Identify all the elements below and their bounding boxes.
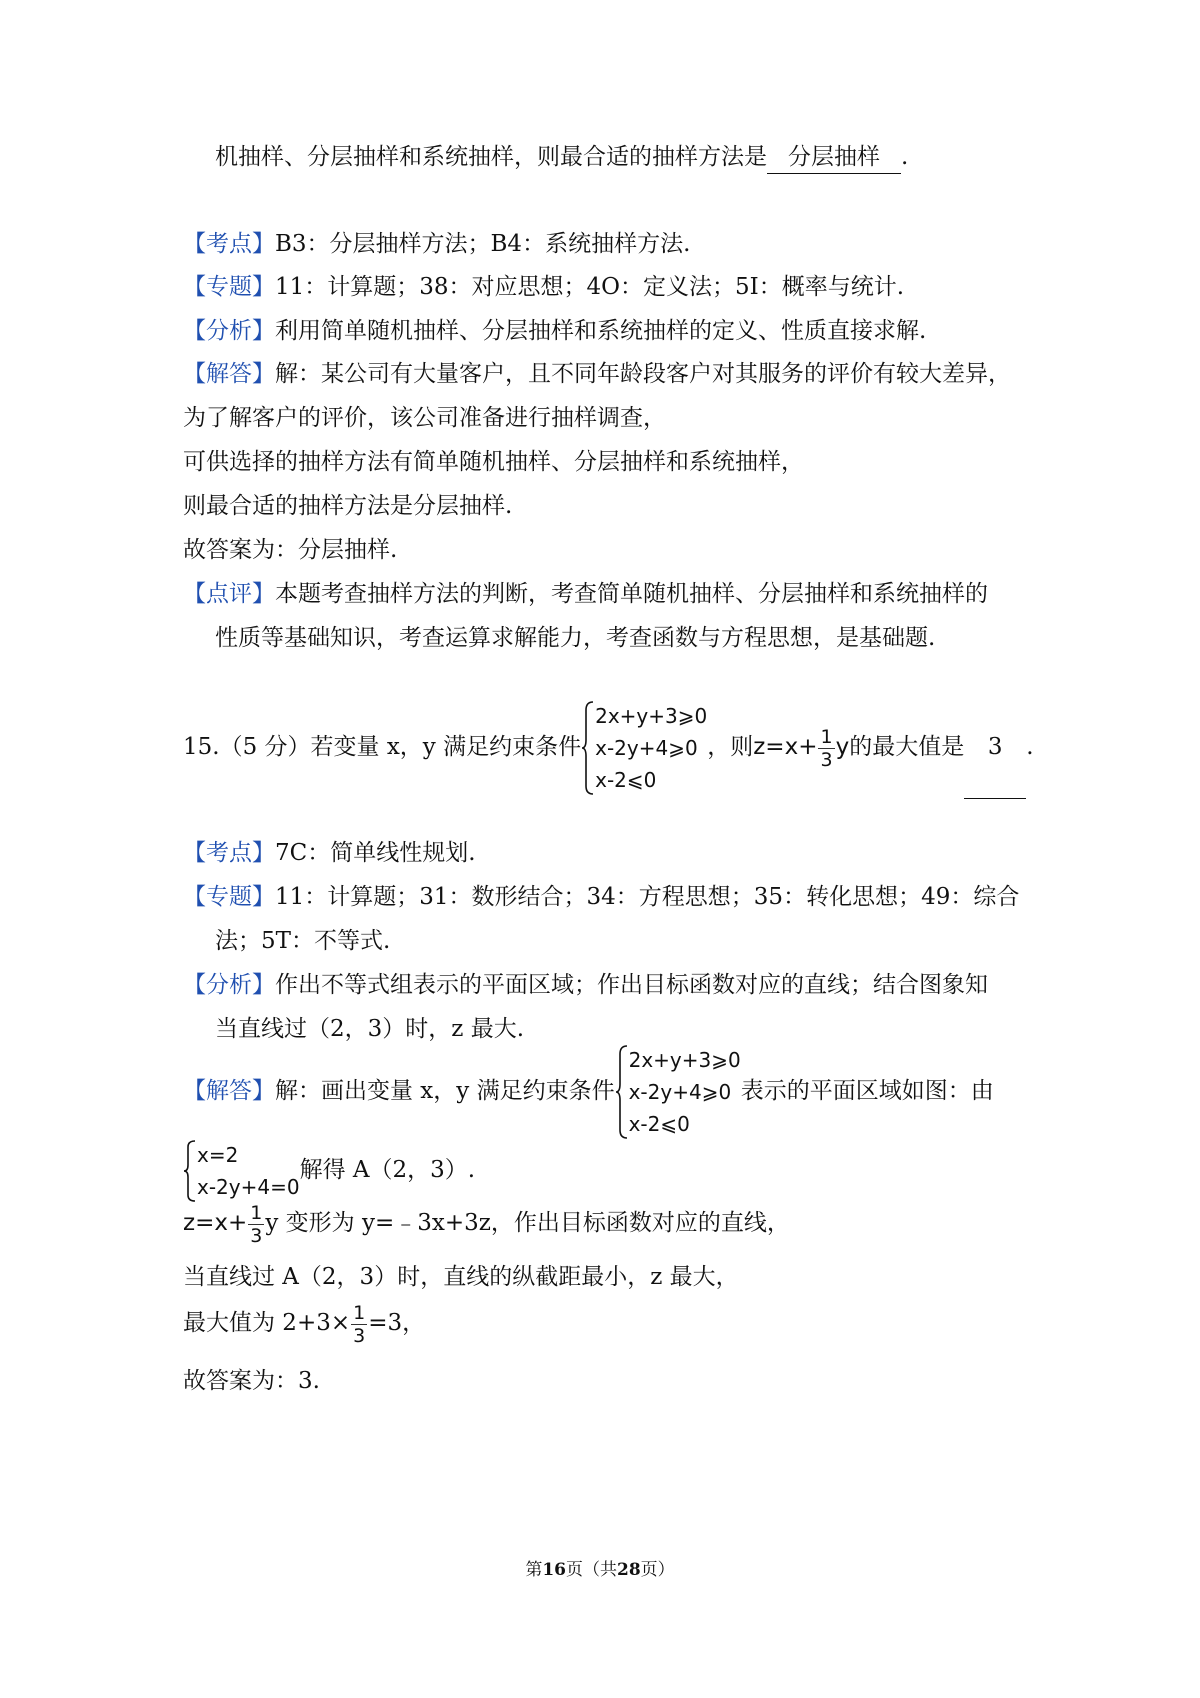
- fraction-one-third: [351, 1302, 367, 1347]
- zhuanti-tag: 【专题】: [183, 884, 275, 910]
- equation-2: x-2y+4=0: [197, 1175, 300, 1199]
- q15-jieda-line2: [183, 1137, 475, 1203]
- fraction-one-third: [818, 726, 834, 771]
- frac-den: 3: [250, 1224, 263, 1247]
- q15-answer: 3: [964, 696, 1026, 799]
- q14-text: 机抽样、分层抽样和系统抽样，则最合适的抽样方法是: [215, 144, 767, 170]
- solution-constraint-system: [615, 1044, 741, 1140]
- page-total: 28: [617, 1560, 641, 1580]
- equation-1: x=2: [197, 1143, 239, 1167]
- dianping-text: 本题考查抽样方法的判断，考查简单随机抽样、分层抽样和系统抽样的: [275, 581, 988, 607]
- q15-jieda-line6: 故答案为：3.: [183, 1368, 320, 1394]
- kaodian-tag: 【考点】: [183, 231, 275, 257]
- jieda-tag: 【解答】: [183, 1078, 275, 1104]
- zhuanti-text: 11：计算题；38：对应思想；4O：定义法；5I：概率与统计.: [275, 274, 905, 300]
- q15-jieda-line4: 当直线过 A（2，3）时，直线的纵截距最小，z 最大，: [183, 1264, 739, 1290]
- q14-fenxi: [183, 315, 926, 347]
- q15-jieda-line3: [183, 1198, 790, 1248]
- kaodian-tag: 【考点】: [183, 840, 275, 866]
- footer-post: 页）: [640, 1560, 675, 1580]
- q15-end: .: [1026, 734, 1034, 760]
- frac-den: 3: [353, 1324, 366, 1347]
- q14-jieda-line1: [183, 358, 1011, 390]
- q15-system-rows: [595, 700, 707, 796]
- jieda-tag: 【解答】: [183, 361, 275, 387]
- frac-num: 1: [250, 1201, 263, 1224]
- q14-jieda-line3: 可供选择的抽样方法有简单随机抽样、分层抽样和系统抽样，: [183, 449, 804, 475]
- q15-mid: ，则: [707, 734, 754, 760]
- kaodian-text: B3：分层抽样方法；B4：系统抽样方法.: [275, 231, 691, 257]
- intersection-system: [183, 1139, 300, 1203]
- q14-kaodian: [183, 228, 690, 260]
- q14-zhuanti: [183, 271, 904, 303]
- left-brace-icon: [183, 1139, 197, 1203]
- q15-tail: 的最大值是: [849, 734, 965, 760]
- q14-dianping-line2: 性质等基础知识，考查运算求解能力，考查函数与方程思想，是基础题.: [215, 625, 936, 651]
- constraint-3: x-2⩽0: [595, 768, 657, 792]
- page-footer: [0, 1555, 1200, 1580]
- left-brace-icon: [615, 1044, 629, 1140]
- constraint-1: 2x+y+3⩾0: [628, 1048, 741, 1072]
- constraint-2: x-2y+4⩾0: [595, 736, 698, 760]
- solution-system-rows: [629, 1044, 741, 1140]
- q15-zhuanti-line2: 法；5T：不等式.: [215, 928, 391, 954]
- q14-jieda-line2: 为了解客户的评价，该公司准备进行抽样调查，: [183, 405, 666, 431]
- q15-question: [183, 696, 1034, 799]
- q14-jieda-line4: 则最合适的抽样方法是分层抽样.: [183, 493, 513, 519]
- q15-jieda-line5: [183, 1298, 425, 1348]
- zhuanti-text: 11：计算题；31：数形结合；34：方程思想；35：转化思想；49：综合: [275, 884, 1020, 910]
- kaodian-text: 7C：简单线性规划.: [275, 840, 476, 866]
- q14-question-tail: [215, 141, 908, 174]
- q15-zhuanti: [183, 881, 1019, 913]
- solve-result: 解得 A（2，3）.: [299, 1157, 476, 1183]
- frac-den: 3: [820, 748, 833, 771]
- max-value-text: 最大值为 2+3×: [183, 1310, 351, 1336]
- fenxi-text: 利用简单随机抽样、分层抽样和系统抽样的定义、性质直接求解.: [275, 318, 927, 344]
- q15-fenxi-line2: 当直线过（2，3）时，z 最大.: [215, 1016, 525, 1042]
- q15-jieda-line1: [183, 1041, 994, 1141]
- objective-lhs: z=x+: [753, 734, 818, 760]
- left-brace-icon: [581, 700, 595, 796]
- intersection-rows: [197, 1139, 300, 1203]
- constraint-1: 2x+y+3⩾0: [595, 704, 708, 728]
- jieda-text: 解：画出变量 x，y 满足约束条件: [275, 1078, 615, 1104]
- jieda-text-tail: 表示的平面区域如图：由: [740, 1078, 994, 1104]
- objective-var: y: [835, 734, 850, 760]
- q14-jieda-line5: 故答案为：分层抽样.: [183, 537, 398, 563]
- frac-num: 1: [353, 1301, 366, 1324]
- footer-pre: 第: [525, 1560, 543, 1580]
- jieda-text: 解：某公司有大量客户，且不同年龄段客户对其服务的评价有较大差异，: [275, 361, 1011, 387]
- dianping-tag: 【点评】: [183, 581, 275, 607]
- constraint-3: x-2⩽0: [628, 1112, 690, 1136]
- constraint-2: x-2y+4⩾0: [628, 1080, 732, 1104]
- fenxi-tag: 【分析】: [183, 972, 275, 998]
- page-number: 16: [542, 1560, 566, 1580]
- q15-fenxi: [183, 969, 988, 1001]
- q15-prefix: 15.（5 分）若变量 x，y 满足约束条件: [183, 734, 582, 760]
- fenxi-text: 作出不等式组表示的平面区域；作出目标函数对应的直线；结合图象知: [275, 972, 988, 998]
- q14-answer: 分层抽样: [767, 141, 901, 174]
- max-value-result: =3，: [368, 1310, 426, 1336]
- zhuanti-tag: 【专题】: [183, 274, 275, 300]
- q15-constraint-system: [581, 700, 707, 796]
- q14-end: .: [901, 144, 909, 170]
- footer-mid: 页（共: [566, 1560, 617, 1580]
- fenxi-tag: 【分析】: [183, 318, 275, 344]
- objective-lhs: z=x+: [183, 1210, 248, 1236]
- fraction-one-third: [248, 1202, 264, 1247]
- transform-text: y 变形为 y=﹣3x+3z，作出目标函数对应的直线，: [265, 1210, 790, 1236]
- q14-dianping: [183, 578, 988, 610]
- q15-kaodian: [183, 837, 476, 869]
- frac-num: 1: [820, 725, 833, 748]
